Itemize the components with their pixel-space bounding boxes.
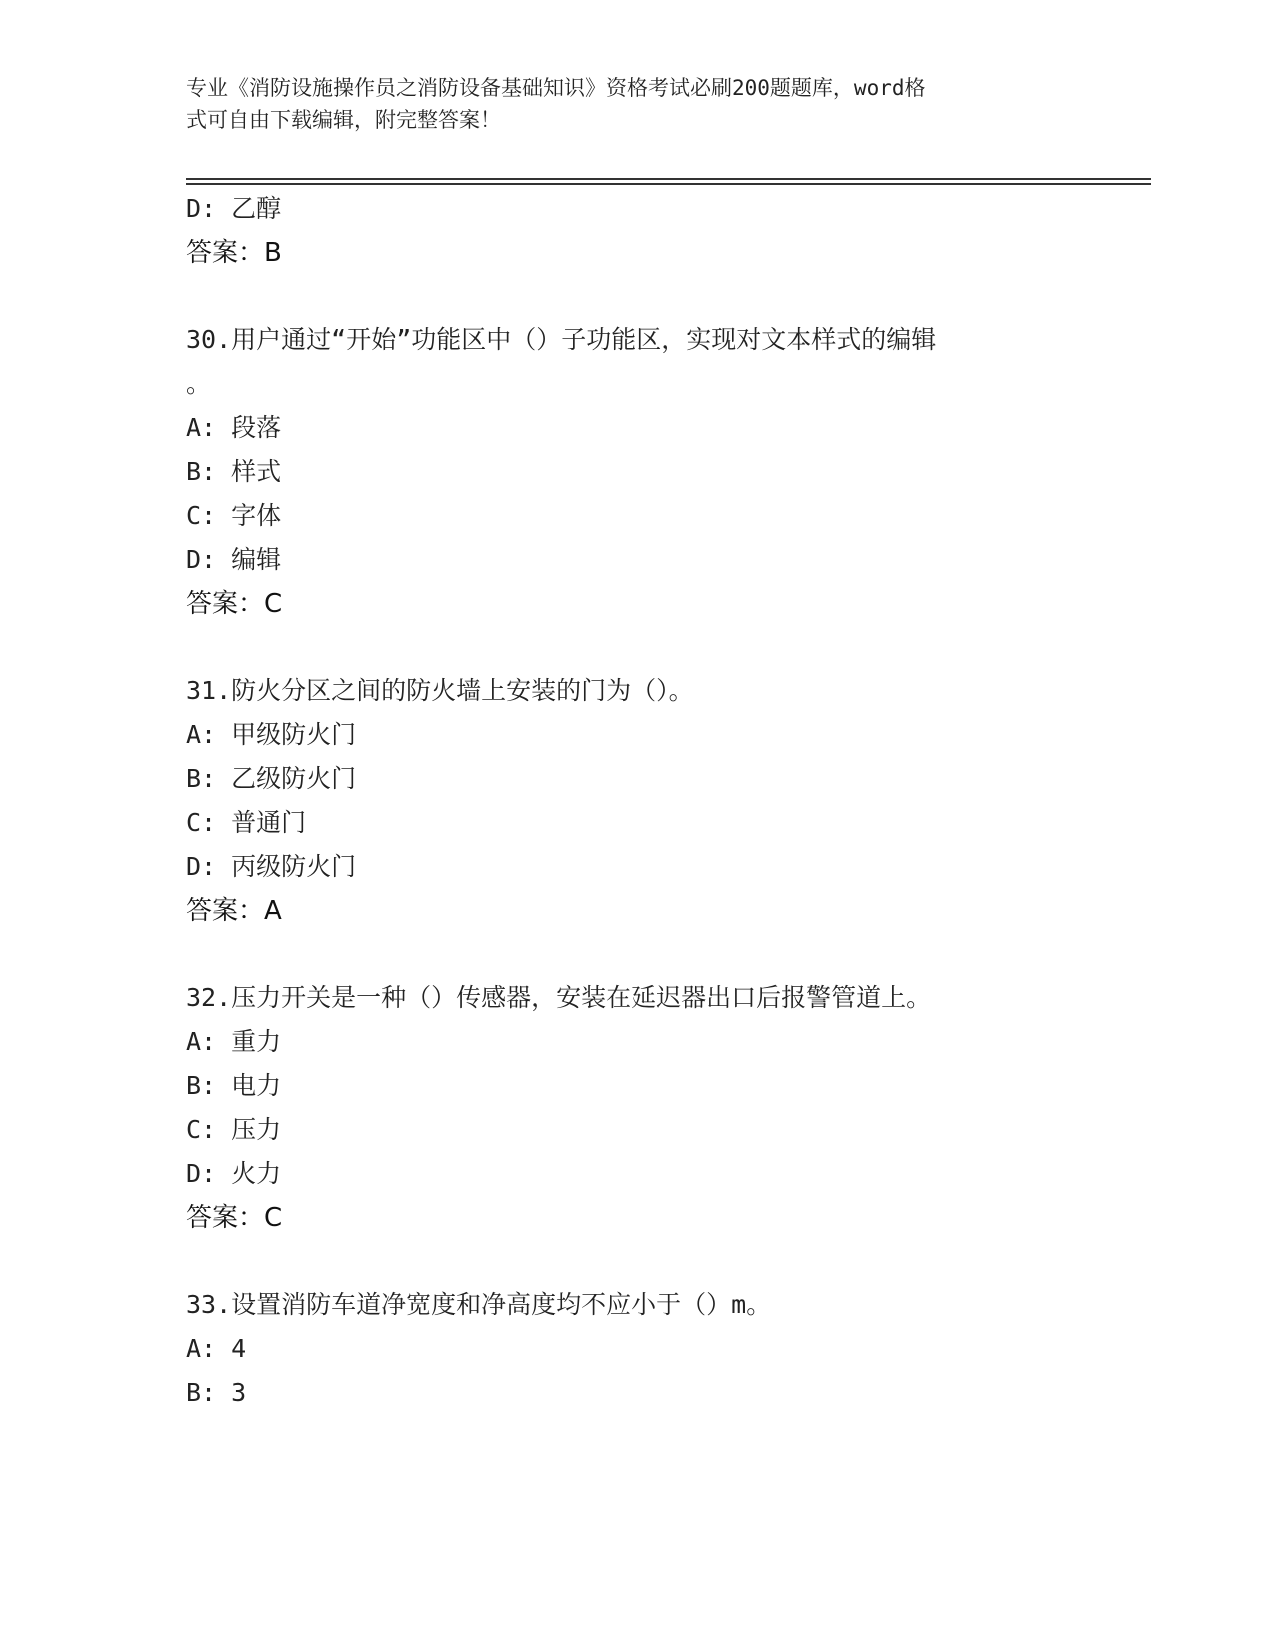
question-30-stem: 30.用户通过“开始”功能区中（）子功能区，实现对文本样式的编辑	[186, 325, 937, 354]
header-line-1: 专业《消防设施操作员之消防设备基础知识》资格考试必刷200题题库，word格	[186, 76, 926, 100]
question-31-stem: 31.防火分区之间的防火墙上安装的门为（）。	[186, 676, 694, 705]
question-30-option-c: C: 字体	[186, 501, 282, 530]
question-30-option-b: B: 样式	[186, 457, 282, 486]
option-d: D: 乙醇	[186, 194, 282, 223]
question-32-option-d: D: 火力	[186, 1159, 282, 1188]
question-32-option-b: B: 电力	[186, 1071, 282, 1100]
question-33-option-a: A: 4	[186, 1334, 247, 1363]
question-30-option-a: A: 段落	[186, 413, 282, 442]
question-30-answer: 答案：C	[186, 589, 283, 619]
question-31-option-c: C: 普通门	[186, 808, 307, 837]
document-header	[186, 72, 1066, 136]
question-32-option-c: C: 压力	[186, 1115, 282, 1144]
question-31-option-b: B: 乙级防火门	[186, 764, 357, 793]
question-32-stem: 32.压力开关是一种（）传感器，安装在延迟器出口后报警管道上。	[186, 983, 932, 1012]
question-31-answer: 答案：A	[186, 896, 282, 926]
question-30-option-d: D: 编辑	[186, 545, 282, 574]
question-31-option-d: D: 丙级防火门	[186, 852, 357, 881]
header-line-2: 式可自由下载编辑，附完整答案！	[186, 108, 501, 132]
question-32-answer: 答案：C	[186, 1203, 283, 1233]
question-31-option-a: A: 甲级防火门	[186, 720, 357, 749]
header-divider-bottom	[186, 183, 1151, 185]
answer-line: 答案：B	[186, 238, 282, 268]
question-33-option-b: B: 3	[186, 1378, 247, 1407]
question-30-stem-cont: 。	[186, 369, 212, 398]
question-33-stem: 33.设置消防车道净宽度和净高度均不应小于（）m。	[186, 1290, 772, 1319]
question-32-option-a: A: 重力	[186, 1027, 282, 1056]
header-divider-top	[186, 178, 1151, 180]
